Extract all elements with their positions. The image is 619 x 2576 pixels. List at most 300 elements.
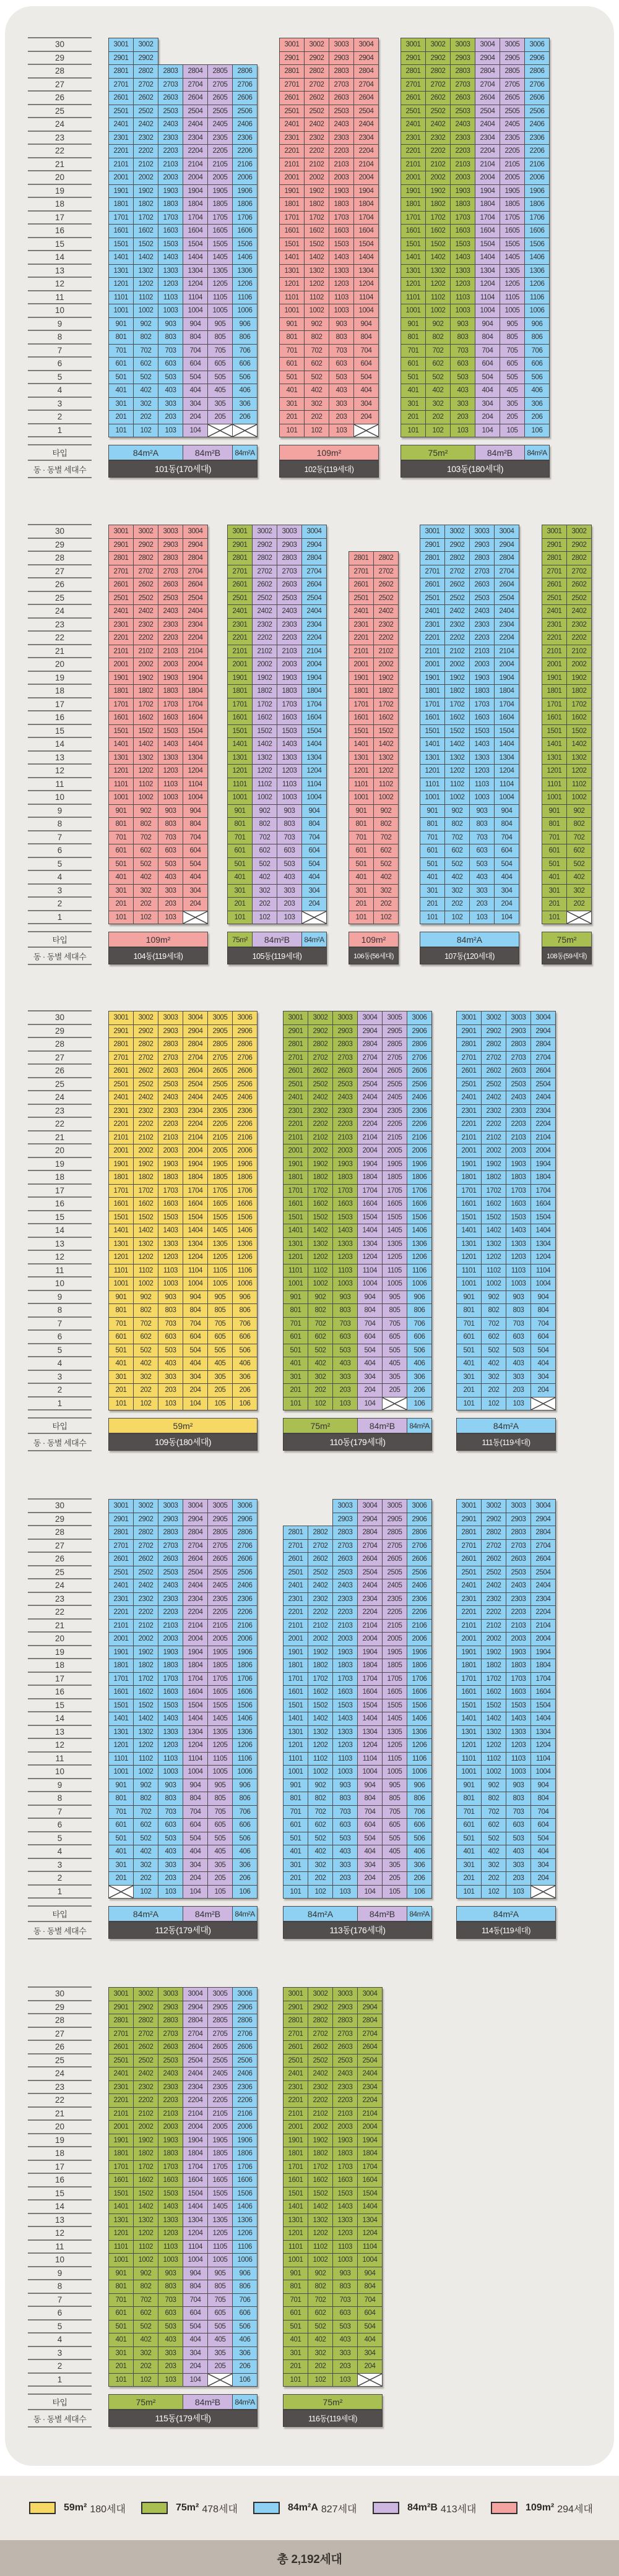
unit-cell: 903 [506, 1779, 531, 1793]
unit-cell: 2602 [133, 1064, 158, 1078]
unit-cell: 2105 [207, 1131, 233, 1145]
unit-cell: 703 [332, 1317, 358, 1331]
unit-cell: 405 [382, 1357, 407, 1371]
unit-cell: 2003 [158, 1632, 183, 1646]
unit-cell: 201 [542, 897, 567, 911]
unit-cell: 1003 [329, 304, 354, 318]
unit-cell: 602 [133, 2306, 158, 2321]
unit-cell: 2203 [332, 2093, 358, 2108]
unit-cell: 3004 [183, 1987, 208, 2001]
unit-cell: 1205 [207, 1250, 233, 1264]
unit-cell: 1802 [133, 1659, 158, 1673]
unit-cell: 1506 [232, 238, 258, 252]
type-label-84A: 84m²A [407, 1418, 432, 1433]
unit-cell: 1902 [425, 184, 451, 199]
unit-cell: 2104 [183, 158, 208, 172]
floor-label: 23 [54, 619, 65, 629]
unit-cell: 1906 [407, 1646, 432, 1660]
unit-cell: 3004 [183, 525, 208, 539]
unit-cell: 301 [542, 884, 567, 898]
unit-cell: 804 [530, 1303, 556, 1318]
unit-cell: 2503 [332, 2054, 358, 2068]
unit-cell: 501 [283, 1832, 308, 1846]
unit-cell: 302 [304, 397, 329, 411]
unit-cell: 302 [308, 2346, 333, 2361]
unit-cell: 1801 [227, 684, 253, 698]
unit-cell: 2201 [108, 1117, 134, 1131]
unit-cell: 805 [207, 330, 233, 345]
unit-cell: 604 [475, 357, 500, 371]
unit-cell: 1905 [207, 1646, 233, 1660]
unit-cell: 2602 [481, 1552, 506, 1566]
unit-cell: 2301 [400, 131, 426, 145]
building-name-bar: 106동(56세대) [348, 947, 399, 964]
unit-cell: 3006 [232, 1499, 258, 1513]
unit-cell: 601 [108, 844, 134, 858]
unit-cell: 2304 [530, 1592, 556, 1607]
unit-cell: 2102 [425, 158, 451, 172]
unit-cell: 703 [277, 831, 302, 845]
unit-cell: 103 [158, 1397, 183, 1411]
unit-cell: 1802 [308, 1659, 333, 1673]
unit-cell: 2903 [332, 1513, 358, 1527]
unit-cell: 1204 [353, 277, 379, 291]
unit-cell: 1002 [308, 2253, 333, 2267]
unit-cell: 1501 [108, 2187, 134, 2201]
unit-cell: 1906 [232, 1646, 258, 1660]
unit-cell: 2106 [232, 1131, 258, 1145]
unit-cell: 2905 [382, 1513, 407, 1527]
unit-cell: 1701 [283, 2160, 308, 2175]
unit-cell: 604 [530, 1330, 556, 1344]
unit-cell: 2702 [133, 565, 158, 579]
unit-cell: 104 [183, 424, 208, 438]
unit-cell: 203 [158, 897, 183, 911]
floor-label: 17 [54, 2162, 65, 2171]
unit-cell: 1802 [481, 1659, 506, 1673]
unit-cell: 3006 [232, 1987, 258, 2001]
unit-cell: 2801 [400, 64, 426, 79]
unit-cell: 1001 [542, 791, 567, 805]
unit-cell: 1901 [456, 1157, 482, 1172]
unit-cell: 2002 [133, 2120, 158, 2134]
unit-cell: 3003 [277, 525, 302, 539]
unit-cell: 2301 [456, 1104, 482, 1118]
unit-cell: 2701 [400, 78, 426, 92]
unit-cell: 1306 [407, 1725, 432, 1740]
unit-cell: 2601 [283, 2040, 308, 2054]
building-111 [456, 1011, 556, 1451]
type-label-84B: 84m²B [252, 932, 302, 947]
floor-label: 11 [55, 292, 64, 302]
floor-label: 19 [54, 2135, 65, 2145]
unit-cell: 2003 [158, 2120, 183, 2134]
unit-cell: 2505 [382, 1078, 407, 1092]
unit-cell: 1304 [353, 264, 379, 278]
unit-cell: 1302 [308, 1725, 333, 1740]
unit-cell: 301 [348, 884, 374, 898]
unit-cell: 1804 [353, 197, 379, 212]
unit-cell: 1901 [108, 671, 134, 685]
floor-label: 1 [57, 912, 63, 922]
floor-label: 16 [54, 1687, 65, 1697]
unit-cell: 401 [108, 2333, 134, 2347]
unit-cell: 1301 [400, 264, 426, 278]
unit-cell: 2606 [232, 1064, 258, 1078]
unit-cell: 2403 [469, 604, 495, 619]
unit-cell: 206 [524, 410, 550, 424]
unit-cell: 1204 [494, 764, 519, 778]
unit-cell: 1604 [183, 224, 208, 238]
unit-cell: 1604 [357, 1197, 383, 1211]
building-103 [400, 38, 550, 478]
unit-cell: 701 [456, 1317, 482, 1331]
unit-cell: 2106 [232, 158, 258, 172]
unit-cell: 1806 [524, 197, 550, 212]
unit-cell: 2102 [304, 158, 329, 172]
unit-cell: 2703 [158, 1539, 183, 1553]
unit-cell: 2104 [357, 1619, 383, 1633]
unit-cell: 1602 [481, 1197, 506, 1211]
unit-cell: 503 [332, 1344, 358, 1358]
unit-cell: 806 [232, 1303, 258, 1318]
unit-cell: 303 [506, 1858, 531, 1873]
unit-cell: 2201 [227, 631, 253, 645]
unit-cell: 101 [348, 911, 374, 925]
unit-cell: 1902 [133, 1157, 158, 1172]
unit-cell: 1103 [329, 291, 354, 305]
unit-cell: 3003 [158, 1499, 183, 1513]
unit-cell: 801 [348, 817, 374, 831]
unit-cell: 206 [407, 1871, 432, 1886]
unit-cell: 2201 [108, 1605, 134, 1620]
type-label-84A: 84m²A [108, 1906, 183, 1921]
unit-cell: 1704 [183, 698, 208, 712]
unit-cell: 1002 [304, 304, 329, 318]
unit-cell: 801 [108, 1303, 134, 1318]
unit-cell: 802 [308, 2280, 333, 2294]
unit-cell: 502 [133, 857, 158, 872]
unit-cell: 202 [308, 1383, 333, 1397]
unit-cell: 706 [232, 1805, 258, 1819]
unit-cell: 1504 [494, 724, 519, 739]
unit-cell: 902 [566, 804, 592, 818]
unit-cell: 2401 [456, 1579, 482, 1593]
unit-cell: 3001 [108, 1499, 134, 1513]
unit-cell: 2204 [183, 1117, 208, 1131]
unit-cell: 1606 [232, 224, 258, 238]
unit-cell: 503 [450, 371, 475, 385]
unit-cell: 1201 [420, 764, 445, 778]
unit-cell: 2506 [232, 1566, 258, 1580]
type-label-84A: 84m²A [420, 932, 519, 947]
unit-cell: 101 [283, 1397, 308, 1411]
unit-cell: 2605 [382, 1064, 407, 1078]
unit-cell: 404 [475, 384, 500, 398]
unit-cell: 1201 [542, 764, 567, 778]
unit-cell: 901 [279, 317, 305, 332]
unit-cell: 2401 [108, 604, 134, 619]
unit-cell: 2702 [133, 1051, 158, 1065]
unit-cell: 2705 [500, 78, 525, 92]
unit-cell: 2004 [357, 1632, 383, 1646]
unit-cell: 203 [506, 1871, 531, 1886]
unit-cell: 302 [308, 1370, 333, 1385]
unit-cell: 1202 [133, 1250, 158, 1264]
unit-cell: 1203 [506, 1250, 531, 1264]
unit-cell: 1005 [207, 1277, 233, 1291]
unit-cell: 1403 [332, 2200, 358, 2214]
unit-cell: 204 [183, 410, 208, 424]
floor-label: 23 [54, 1594, 65, 1604]
building-name-bar: 115동(179세대) [108, 2410, 258, 2427]
unit-cell: 1103 [469, 778, 495, 792]
unit-cell: 1003 [332, 1765, 358, 1779]
unit-cell: 2603 [158, 1064, 183, 1078]
unit-cell: 2604 [530, 1552, 556, 1566]
unit-cell: 1301 [283, 1725, 308, 1740]
unit-cell: 1203 [158, 1738, 183, 1753]
unit-cell: 1105 [207, 2240, 233, 2254]
unit-cell: 1601 [227, 711, 253, 725]
unit-cell: 2502 [566, 591, 592, 606]
unit-cell: 701 [400, 344, 426, 358]
unit-cell: 1603 [332, 1197, 358, 1211]
unit-cell: 202 [304, 410, 329, 424]
unit-cell: 906 [232, 1779, 258, 1793]
unit-cell: 1906 [232, 184, 258, 199]
unit-cell: 1103 [506, 1264, 531, 1278]
unit-cell: 2202 [133, 631, 158, 645]
unit-cell: 2204 [183, 631, 208, 645]
unit-cell: 1805 [382, 1659, 407, 1673]
unit-cell: 603 [506, 1330, 531, 1344]
unit-cell: 905 [207, 1779, 233, 1793]
unit-cell: 403 [158, 870, 183, 885]
unit-cell: 403 [450, 384, 475, 398]
unit-cell: 2301 [279, 131, 305, 145]
unit-cell: 2401 [108, 118, 134, 132]
unit-cell: 2402 [133, 1579, 158, 1593]
unit-cell: 1204 [183, 1738, 208, 1753]
unit-cell: 2902 [133, 2001, 158, 2015]
floor-label: 29 [54, 2002, 65, 2012]
unit-cell: 1502 [133, 1699, 158, 1713]
unit-cell: 702 [481, 1317, 506, 1331]
unit-cell: 2203 [158, 631, 183, 645]
unit-cell: 1004 [475, 304, 500, 318]
unit-cell: 2801 [420, 551, 445, 565]
unit-cell: 2503 [469, 591, 495, 606]
unit-cell: 404 [183, 384, 208, 398]
legend-item-84B [373, 2476, 477, 2540]
unit-cell: 101 [279, 424, 305, 438]
unit-cell: 1706 [524, 211, 550, 225]
unit-cell: 2203 [450, 144, 475, 158]
unit-cell: 2103 [469, 645, 495, 659]
unit-cell: 1001 [108, 1765, 134, 1779]
unit-cell: 1803 [332, 1170, 358, 1185]
unit-cell: 2004 [475, 171, 500, 185]
unit-cell: 1905 [207, 2134, 233, 2148]
unit-cell: 2805 [207, 1526, 233, 1540]
unit-cell: 301 [283, 2346, 308, 2361]
unit-cell: 1506 [407, 1211, 432, 1225]
unit-cell: 802 [308, 1792, 333, 1806]
unit-cell: 202 [252, 897, 277, 911]
unit-cell: 1503 [506, 1699, 531, 1713]
unit-cell: 2203 [158, 2093, 183, 2108]
unit-cell: 803 [506, 1792, 531, 1806]
unit-cell: 2201 [108, 631, 134, 645]
unit-cell: 1402 [481, 1224, 506, 1238]
unit-cell: 2603 [277, 578, 302, 592]
unit-cell: 2206 [232, 1117, 258, 1131]
unit-cell: 3001 [542, 525, 567, 539]
unit-cell: 1502 [308, 1211, 333, 1225]
unit-cell: 1003 [469, 791, 495, 805]
unit-cell: 103 [329, 424, 354, 438]
unit-cell: 2406 [407, 1091, 432, 1105]
unit-cell: 2803 [329, 64, 354, 79]
unit-cell: 605 [207, 2306, 233, 2321]
unit-cell: 1303 [158, 264, 183, 278]
unit-cell: 203 [158, 1871, 183, 1886]
unit-cell: 2301 [283, 1592, 308, 1607]
unit-cell: 1801 [108, 1659, 134, 1673]
unit-cell: 1303 [277, 751, 302, 765]
unit-cell: 906 [232, 1290, 258, 1305]
unit-cell: 1501 [108, 724, 134, 739]
unit-cell: 304 [494, 884, 519, 898]
unit-cell: 404 [357, 2333, 383, 2347]
unit-cell: 204 [353, 410, 379, 424]
unit-cell: 701 [108, 2293, 134, 2308]
unit-cell: 201 [456, 1383, 482, 1397]
unit-cell: 1102 [252, 778, 277, 792]
unit-cell: 1501 [227, 724, 253, 739]
unit-cell: 2806 [232, 1037, 258, 1052]
unit-cell: 1005 [382, 1277, 407, 1291]
unit-cell: 1904 [357, 1157, 383, 1172]
unit-cell: 1801 [456, 1170, 482, 1185]
floor-label: 20 [54, 1634, 65, 1644]
unit-cell: 801 [227, 817, 253, 831]
unit-cell: 206 [232, 1871, 258, 1886]
unit-cell: 105 [207, 1397, 233, 1411]
unit-cell: 405 [382, 1845, 407, 1859]
unit-cell: 1601 [283, 1197, 308, 1211]
unit-cell: 2701 [227, 565, 253, 579]
unit-cell: 3005 [207, 1499, 233, 1513]
unit-cell: 1201 [108, 2226, 134, 2241]
unit-cell: 505 [382, 1832, 407, 1846]
unit-cell: 1904 [530, 1646, 556, 1660]
unit-cell: 106 [232, 1397, 258, 1411]
unit-cell: 503 [332, 2320, 358, 2334]
unit-cell: 101 [227, 911, 253, 925]
unit-cell: 801 [108, 330, 134, 345]
unit-cell: 104 [183, 1885, 208, 1899]
unit-cell: 501 [542, 857, 567, 872]
unit-cell: 2702 [444, 565, 470, 579]
unit-cell: 2006 [232, 171, 258, 185]
unit-cell: 702 [566, 831, 592, 845]
type-label-109: 109m² [108, 932, 208, 947]
unit-cell: 2201 [283, 2093, 308, 2108]
unit-cell: 1301 [108, 2213, 134, 2228]
unit-cell: 2301 [456, 1592, 482, 1607]
unit-cell: 1201 [108, 1250, 134, 1264]
unit-cell: 402 [252, 870, 277, 885]
unit-cell: 1704 [183, 211, 208, 225]
unit-cell: 602 [133, 844, 158, 858]
unit-cell: 704 [357, 2293, 383, 2308]
unit-cell: 1304 [530, 1725, 556, 1740]
unit-cell: 1403 [506, 1224, 531, 1238]
building-106 [348, 525, 399, 965]
unit-cell: 2601 [279, 91, 305, 105]
building-name-bar: 111동(119세대) [456, 1433, 556, 1451]
unit-cell: 606 [524, 357, 550, 371]
unit-cell: 2004 [530, 1144, 556, 1158]
unit-cell: 2505 [207, 105, 233, 119]
unit-cell: 3004 [301, 525, 327, 539]
unit-cell: 1401 [456, 1712, 482, 1726]
floor-label: 1 [57, 425, 63, 435]
unit-cell: 2802 [133, 2014, 158, 2028]
unit-cell: 2904 [357, 1024, 383, 1039]
unit-cell: 2904 [183, 1513, 208, 1527]
unit-cell: 1903 [158, 671, 183, 685]
unit-cell: 2601 [108, 1064, 134, 1078]
unit-cell: 2502 [133, 591, 158, 606]
unit-cell: 2202 [308, 1117, 333, 1131]
unit-cell: 1204 [530, 1738, 556, 1753]
unit-cell: 2303 [332, 1592, 358, 1607]
unit-cell: 1703 [332, 1672, 358, 1686]
unit-cell: 1502 [444, 724, 470, 739]
building-102 [279, 38, 379, 478]
unit-cell: 905 [382, 1290, 407, 1305]
unit-cell: 1002 [252, 791, 277, 805]
unit-cell: 2505 [500, 105, 525, 119]
unit-cell: 1602 [444, 711, 470, 725]
unit-cell: 1104 [494, 778, 519, 792]
unit-cell: 1404 [353, 251, 379, 265]
unit-cell: 401 [283, 2333, 308, 2347]
floor-label: 19 [54, 1647, 65, 1657]
unit-cell: 1901 [108, 2134, 134, 2148]
unit-cell: 2702 [133, 78, 158, 92]
unit-cell: 302 [133, 397, 158, 411]
unit-cell: 1104 [357, 1752, 383, 1766]
unit-cell: 2403 [332, 1579, 358, 1593]
unit-cell: 1803 [158, 197, 183, 212]
unit-cell: 2903 [450, 51, 475, 66]
unit-cell: 1206 [407, 1738, 432, 1753]
unit-cell: 1603 [158, 224, 183, 238]
floor-label: 5 [57, 2321, 63, 2331]
unit-cell: 2303 [158, 618, 183, 632]
unit-cell: 1001 [400, 304, 426, 318]
unit-cell: 2905 [382, 1024, 407, 1039]
unit-cell: 205 [500, 410, 525, 424]
unit-cell: 2802 [481, 1037, 506, 1052]
unit-cell: 2406 [407, 1579, 432, 1593]
type-label-75: 75m² [227, 932, 253, 947]
unit-cell: 1401 [542, 737, 567, 752]
